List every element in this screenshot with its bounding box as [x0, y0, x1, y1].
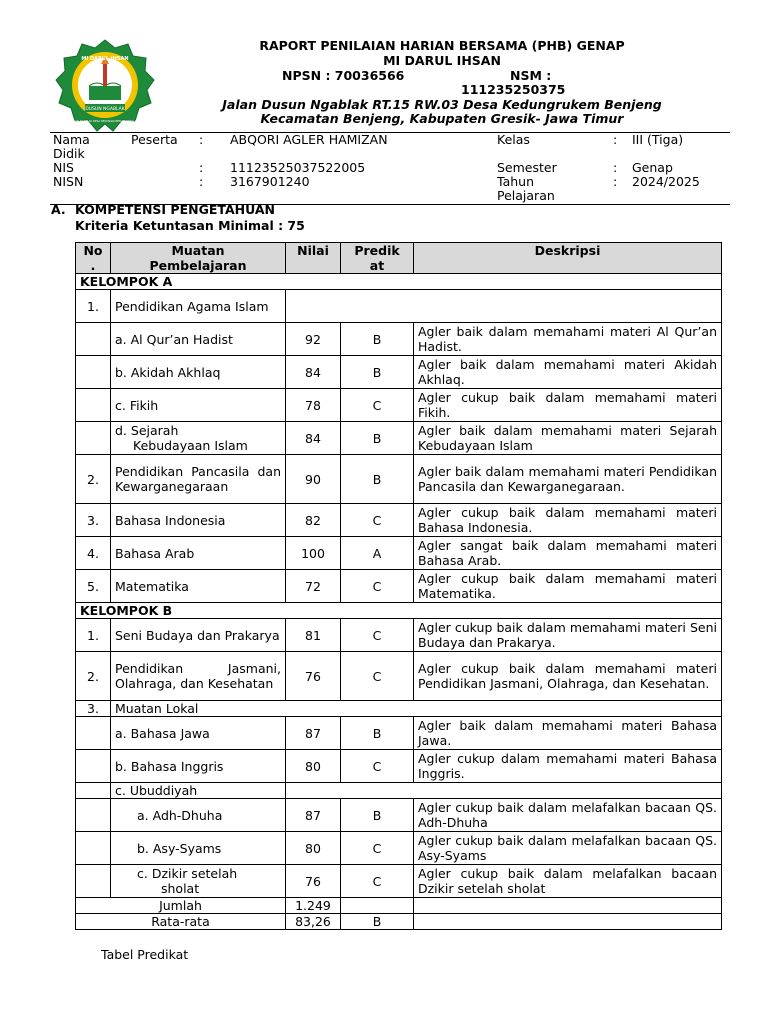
row-subject: c. Ubuddiyah [111, 783, 286, 799]
table-row [76, 455, 722, 504]
jumlah-label: Jumlah [76, 898, 286, 914]
nis-label: NIS [53, 160, 74, 175]
logo-bottom-text: JL. DUSUN NGABLAK DESA KEDUNGRUKEM BENJENG GRESIK [65, 120, 145, 123]
rata-label: Rata-rata [76, 914, 286, 930]
tahun-label-1: Tahun [497, 174, 534, 189]
rata-rata-row [76, 914, 722, 930]
row-deskripsi: Agler cukup baik dalam memahami materi Seni Budaya dan Prakarya. [414, 619, 722, 652]
row-nilai: 80 [286, 832, 341, 865]
logo-ribbon-text: DUSUN NGABLAK [85, 107, 125, 112]
nama-value: ABQORI AGLER HAMIZAN [230, 132, 388, 147]
row-subject: Seni Budaya dan Prakarya [111, 619, 286, 652]
jumlah-value: 1.249 [286, 898, 341, 914]
nisn-value: 3167901240 [230, 174, 310, 189]
table-row [76, 717, 722, 750]
table-row [76, 750, 722, 783]
tahun-value: 2024/2025 [632, 174, 700, 189]
row-subject: Pendidikan Pancasila dan Kewarganegaraan [111, 455, 286, 504]
row-no: 2. [76, 652, 111, 701]
nis-value: 11123525037522005 [230, 160, 366, 175]
row-subject: d. Sejarah Kebudayaan Islam [111, 422, 286, 455]
row-subject: Pendidikan Agama Islam [111, 290, 286, 323]
semester-value: Genap [632, 160, 673, 175]
row-deskripsi: Agler cukup baik dalam memahami materi Matematika. [414, 570, 722, 603]
header-deskripsi: Deskripsi [414, 243, 722, 274]
nisn-label: NISN [53, 174, 84, 189]
row-predikat: B [341, 323, 414, 356]
table-row [76, 537, 722, 570]
row-subject: b. Bahasa Inggris [111, 750, 286, 783]
section-letter: A. [51, 202, 66, 217]
row-nilai: 87 [286, 799, 341, 832]
row-nilai: 87 [286, 717, 341, 750]
row-subject: b. Asy-Syams [111, 832, 286, 865]
logo-top-text: MI DARUL IHSAN [81, 56, 129, 62]
school-name: MI DARUL IHSAN [383, 53, 501, 68]
semester-label: Semester [497, 160, 557, 175]
table-row [76, 290, 722, 323]
row-predikat: C [341, 389, 414, 422]
row-subject: a. Bahasa Jawa [111, 717, 286, 750]
table-row [76, 504, 722, 537]
row-nilai: 92 [286, 323, 341, 356]
row-no: 4. [76, 537, 111, 570]
row-no: 3. [76, 701, 111, 717]
table-row [76, 389, 722, 422]
row-deskripsi: Agler cukup baik dalam melafalkan bacaan Dzikir setelah sholat [414, 865, 722, 898]
row-deskripsi: Agler baik dalam memahami materi Akidah Akhlaq. [414, 356, 722, 389]
grades-table [75, 242, 722, 930]
row-predikat: C [341, 570, 414, 603]
row-nilai: 72 [286, 570, 341, 603]
table-row [76, 323, 722, 356]
kelompok-b-label: KELOMPOK B [76, 603, 722, 619]
row-subject: c. Fikih [111, 389, 286, 422]
row-deskripsi: Agler cukup baik dalam memahami materi Bahasa Indonesia. [414, 504, 722, 537]
row-predikat: C [341, 865, 414, 898]
kelompok-a-label: KELOMPOK A [76, 274, 722, 290]
row-predikat: B [341, 799, 414, 832]
table-row [76, 422, 722, 455]
row-no: 1. [76, 619, 111, 652]
row-nilai: 82 [286, 504, 341, 537]
row-deskripsi: Agler cukup baik dalam memahami materi Pendidikan Jasmani, Olahraga, dan Kesehatan. [414, 652, 722, 701]
row-deskripsi: Agler cukup baik dalam melafalkan bacaan QS. Adh-Dhuha [414, 799, 722, 832]
table-row [76, 356, 722, 389]
table-row [76, 832, 722, 865]
section-title: KOMPETENSI PENGETAHUAN [75, 202, 275, 217]
kelas-value: III (Tiga) [632, 132, 684, 147]
row-subject: Matematika [111, 570, 286, 603]
row-deskripsi: Agler baik dalam memahami materi Pendidikan Pancasila dan Kewarganegaraan. [414, 455, 722, 504]
row-deskripsi: Agler baik dalam memahami materi Bahasa Jawa. [414, 717, 722, 750]
row-nilai: 84 [286, 422, 341, 455]
row-nilai: 84 [286, 356, 341, 389]
row-no: 5. [76, 570, 111, 603]
row-predikat: C [341, 750, 414, 783]
colon: : [199, 160, 204, 175]
row-nilai: 78 [286, 389, 341, 422]
tabel-predikat-label: Tabel Predikat [101, 947, 189, 962]
row-predikat: B [341, 422, 414, 455]
row-predikat: B [341, 717, 414, 750]
rata-predikat: B [341, 914, 414, 930]
row-subject: Bahasa Arab [111, 537, 286, 570]
row-nilai: 90 [286, 455, 341, 504]
colon: : [613, 160, 618, 175]
table-row [76, 865, 722, 898]
row-deskripsi: Agler cukup baik dalam melafalkan bacaan QS. Asy-Syams [414, 832, 722, 865]
row-predikat: B [341, 356, 414, 389]
row-predikat: C [341, 504, 414, 537]
nama-label-3: Didik [53, 146, 85, 161]
table-row [76, 799, 722, 832]
row-predikat: C [341, 832, 414, 865]
table-row [76, 570, 722, 603]
row-deskripsi: Agler baik dalam memahami materi Sejarah Kebudayaan Islam [414, 422, 722, 455]
row-subject: a. Adh-Dhuha [111, 799, 286, 832]
table-row [76, 619, 722, 652]
nama-label-1: Nama [53, 132, 90, 147]
kelas-label: Kelas [497, 132, 530, 147]
row-subject: Pendidikan Jasmani, Olahraga, dan Kesehatan [111, 652, 286, 701]
row-predikat: A [341, 537, 414, 570]
colon: : [613, 132, 618, 147]
row-nilai: 81 [286, 619, 341, 652]
row-subject: Muatan Lokal [111, 701, 722, 717]
kkm-text: Kriteria Ketuntasan Minimal : 75 [75, 218, 305, 233]
row-deskripsi: Agler sangat baik dalam memahami materi Bahasa Arab. [414, 537, 722, 570]
row-nilai: 100 [286, 537, 341, 570]
nama-label-2: Peserta [131, 132, 178, 147]
address-line-2: Kecamatan Benjeng, Kabupaten Gresik- Jawa Timur [260, 111, 624, 126]
tahun-label-2: Pelajaran [497, 188, 555, 203]
colon: : [199, 132, 204, 147]
row-nilai: 76 [286, 865, 341, 898]
row-predikat: B [341, 455, 414, 504]
npsn: NPSN : 70036566 [282, 68, 405, 83]
address-line-1: Jalan Dusun Ngablak RT.15 RW.03 Desa Kedungrukem Benjeng [222, 97, 662, 112]
row-predikat: C [341, 652, 414, 701]
row-deskripsi: Agler cukup baik dalam memahami materi Fikih. [414, 389, 722, 422]
row-nilai: 76 [286, 652, 341, 701]
header-predikat: Predik at [341, 243, 414, 274]
row-subject: Bahasa Indonesia [111, 504, 286, 537]
header-muatan: Muatan Pembelajaran [111, 243, 286, 274]
table-header-row [76, 243, 722, 274]
nsm-value: 111235250375 [461, 82, 566, 97]
colon: : [199, 174, 204, 189]
header-nilai: Nilai [286, 243, 341, 274]
table-row [76, 783, 722, 799]
report-title: RAPORT PENILAIAN HARIAN BERSAMA (PHB) GENAP [259, 38, 625, 53]
row-predikat: C [341, 619, 414, 652]
row-no: 2. [76, 455, 111, 504]
row-subject: c. Dzikir setelah sholat [111, 865, 286, 898]
row-nilai: 80 [286, 750, 341, 783]
jumlah-row [76, 898, 722, 914]
colon: : [613, 174, 618, 189]
row-no: 3. [76, 504, 111, 537]
row-subject: b. Akidah Akhlaq [111, 356, 286, 389]
row-no: 1. [76, 290, 111, 323]
row-deskripsi: Agler cukup dalam memahami materi Bahasa Inggris. [414, 750, 722, 783]
row-subject: a. Al Qur’an Hadist [111, 323, 286, 356]
row-deskripsi: Agler baik dalam memahami materi Al Qur’an Hadist. [414, 323, 722, 356]
nsm-label: NSM : [510, 68, 552, 83]
rata-value: 83,26 [286, 914, 341, 930]
header-no: No . [76, 243, 111, 274]
table-row [76, 701, 722, 717]
table-row [76, 652, 722, 701]
